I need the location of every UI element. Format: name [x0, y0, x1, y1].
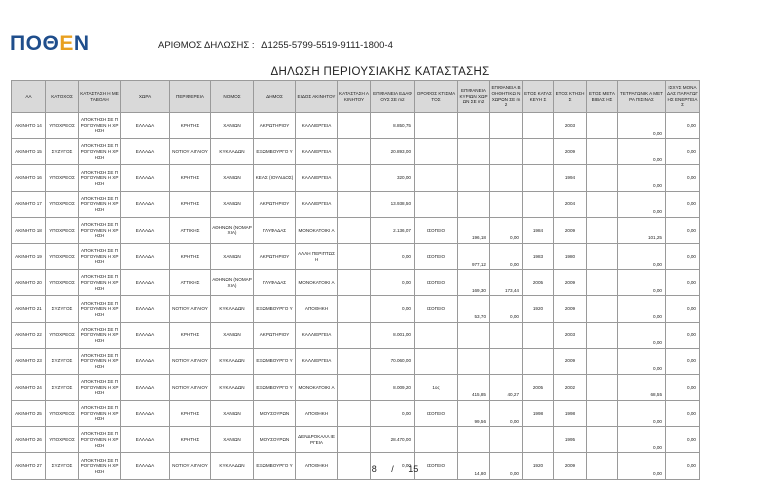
- table-cell: ΕΛΛΑΔΑ: [121, 348, 170, 374]
- column-header: ΔΗΜΟΣ: [254, 81, 296, 113]
- table-cell: ΚΡΗΤΗΣ: [170, 165, 211, 191]
- table-cell: 2003: [554, 113, 587, 139]
- table-cell: ΚΥΚΛΑΔΩΝ: [211, 296, 254, 322]
- table-cell: [338, 348, 371, 374]
- table-cell: ΑΤΤΙΚΗΣ: [170, 217, 211, 243]
- table-cell: 0,00: [618, 113, 666, 139]
- logo-tail: Ν: [73, 32, 90, 55]
- table-cell: 977,12: [458, 243, 490, 269]
- table-cell: [490, 165, 523, 191]
- table-cell: 1984: [523, 217, 554, 243]
- table-cell: 0,00: [666, 322, 700, 348]
- table-cell: 99,56: [458, 401, 490, 427]
- table-cell: ΑΚΙΝΗΤΟ 20: [12, 270, 46, 296]
- table-cell: 0,00: [618, 165, 666, 191]
- table-cell: 0,00: [666, 191, 700, 217]
- table-cell: ΕΛΛΑΔΑ: [121, 322, 170, 348]
- table-cell: 415,85: [458, 374, 490, 400]
- table-cell: ΑΠΟΘΗΚΗ: [296, 296, 338, 322]
- table-cell: ΧΑΝΙΩΝ: [211, 322, 254, 348]
- table-cell: [523, 348, 554, 374]
- table-cell: 0,00: [666, 243, 700, 269]
- table-cell: [523, 427, 554, 453]
- column-header: ΚΑΤΑΣΤΑΣΗ Η ΜΕΤΑΒΟΛΗ: [79, 81, 121, 113]
- table-cell: ΑΠΟΚΤΗΣΗ ΣΕ ΠΡΟΓΟΥΜΕΝ Η ΧΡΗΣΗ: [79, 270, 121, 296]
- table-cell: ΑΚΡΩΤΗΡΙΟΥ: [254, 113, 296, 139]
- table-cell: [338, 217, 371, 243]
- table-cell: ΜΟΝΟΚΑΤΟΙΚΙ Α: [296, 270, 338, 296]
- table-cell: 1920: [523, 453, 554, 479]
- table-cell: ΜΟΥΣΟΥΡΩΝ: [254, 427, 296, 453]
- table-cell: ΔΕΝΔΡΟΚΑΛΛ ΙΕΡΓΕΙΑ: [296, 427, 338, 453]
- table-cell: [338, 139, 371, 165]
- table-cell: ΑΠΟΚΤΗΣΗ ΣΕ ΠΡΟΓΟΥΜΕΝ Η ΧΡΗΣΗ: [79, 348, 121, 374]
- table-cell: ΑΚΡΩΤΗΡΙΟΥ: [254, 191, 296, 217]
- table-cell: 2009: [554, 453, 587, 479]
- table-cell: ΝΟΤΙΟΥ ΑΙΓΑΙΟΥ: [170, 374, 211, 400]
- table-row: [12, 191, 700, 217]
- table-cell: ΑΚΙΝΗΤΟ 21: [12, 296, 46, 322]
- table-cell: 0,00: [371, 401, 415, 427]
- table-cell: [587, 322, 618, 348]
- table-cell: ΕΛΛΑΔΑ: [121, 165, 170, 191]
- table-cell: ΑΠΟΚΤΗΣΗ ΣΕ ΠΡΟΓΟΥΜΕΝ Η ΧΡΗΣΗ: [79, 113, 121, 139]
- table-cell: 0,00: [371, 453, 415, 479]
- table-cell: 0,00: [618, 401, 666, 427]
- table-cell: [458, 139, 490, 165]
- table-cell: [415, 139, 458, 165]
- column-header: ΤΕΤΡΑΓΩΝΙΚ Α ΜΕΤΡΑ ΠΙΣΙΝΑΣ: [618, 81, 666, 113]
- table-cell: 0,00: [618, 453, 666, 479]
- table-cell: 0,00: [618, 296, 666, 322]
- table-cell: [458, 348, 490, 374]
- table-cell: 1983: [523, 243, 554, 269]
- table-cell: 1ος: [415, 374, 458, 400]
- table-cell: ΓΛΥΦΑΔΑΣ: [254, 217, 296, 243]
- table-cell: 2004: [554, 191, 587, 217]
- table-cell: ΑΘΗΝΩΝ (ΝΟΜΑΡΧΙΑ): [211, 270, 254, 296]
- table-cell: ΑΠΟΚΤΗΣΗ ΣΕ ΠΡΟΓΟΥΜΕΝ Η ΧΡΗΣΗ: [79, 401, 121, 427]
- table-cell: ΧΑΝΙΩΝ: [211, 243, 254, 269]
- table-cell: 0,00: [666, 427, 700, 453]
- table-cell: ΧΑΝΙΩΝ: [211, 401, 254, 427]
- table-cell: [587, 270, 618, 296]
- table-cell: ΧΑΝΙΩΝ: [211, 191, 254, 217]
- table-cell: ΚΥΚΛΑΔΩΝ: [211, 453, 254, 479]
- table-cell: 0,00: [666, 453, 700, 479]
- column-header: ΕΠΙΦΑΝΕΙΑ ΕΔΑΦΟΥΣ ΣΕ m2: [371, 81, 415, 113]
- table-cell: ΕΞΩΜΒΟΥΡΓΟ Υ: [254, 453, 296, 479]
- table-cell: 0,00: [666, 348, 700, 374]
- table-cell: 2009: [554, 270, 587, 296]
- column-header: ΕΤΟΣ ΚΑΤΑΣΚΕΥΗ Σ: [523, 81, 554, 113]
- table-cell: [523, 139, 554, 165]
- column-header: ΕΤΟΣ ΜΕΤΑΒΙΒΑΣ ΗΣ: [587, 81, 618, 113]
- table-cell: [415, 322, 458, 348]
- table-cell: ΑΚΙΝΗΤΟ 24: [12, 374, 46, 400]
- table-cell: ΙΣΟΓΕΙΟ: [415, 453, 458, 479]
- table-cell: [587, 113, 618, 139]
- table-cell: 1998: [523, 401, 554, 427]
- table-cell: ΑΠΟΚΤΗΣΗ ΣΕ ΠΡΟΓΟΥΜΕΝ Η ΧΡΗΣΗ: [79, 165, 121, 191]
- column-header: ΝΟΜΟΣ: [211, 81, 254, 113]
- table-row: [12, 270, 700, 296]
- column-header: ΑΑ: [12, 81, 46, 113]
- table-cell: 1994: [554, 165, 587, 191]
- table-cell: 2002: [554, 374, 587, 400]
- declaration-number-label: ΑΡΙΘΜΟΣ ΔΗΛΩΣΗΣ :: [158, 40, 255, 51]
- table-cell: ΑΠΟΘΗΚΗ: [296, 453, 338, 479]
- table-cell: ΑΚΙΝΗΤΟ 15: [12, 139, 46, 165]
- page-total: 15: [408, 464, 419, 474]
- table-cell: ΕΛΛΑΔΑ: [121, 401, 170, 427]
- table-cell: 2005: [523, 374, 554, 400]
- column-header: ΙΣΧΥΣ ΜΟΝΑΔΑΣ ΠΑΡΑΓΩΓΗΣ ΕΝΕΡΓΕΙΑΣ: [666, 81, 700, 113]
- column-header: ΧΩΡΑ: [121, 81, 170, 113]
- table-cell: ΥΠΟΧΡΕΟΣ: [46, 270, 79, 296]
- table-cell: ΚΥΚΛΑΔΩΝ: [211, 139, 254, 165]
- table-cell: 1995: [554, 427, 587, 453]
- table-cell: ΑΘΗΝΩΝ (ΝΟΜΑΡΧΙΑ): [211, 217, 254, 243]
- table-cell: ΑΚΙΝΗΤΟ 19: [12, 243, 46, 269]
- table-cell: ΣΥΖΥΓΟΣ: [46, 348, 79, 374]
- table-row: [12, 348, 700, 374]
- table-cell: ΚΑΛΛΙΕΡΓΕΙΑ: [296, 139, 338, 165]
- table-cell: 20.893,00: [371, 139, 415, 165]
- table-cell: 0,00: [618, 191, 666, 217]
- table-cell: 2009: [554, 217, 587, 243]
- table-cell: 0,00: [618, 270, 666, 296]
- table-cell: 0,00: [618, 139, 666, 165]
- table-cell: [415, 191, 458, 217]
- table-cell: [415, 348, 458, 374]
- table-cell: 40,27: [490, 374, 523, 400]
- table-cell: 0,00: [666, 165, 700, 191]
- table-cell: 0,00: [666, 113, 700, 139]
- column-header: ΕΤΟΣ ΚΤΗΣΗΣ: [554, 81, 587, 113]
- table-cell: ΧΑΝΙΩΝ: [211, 165, 254, 191]
- table-row: [12, 322, 700, 348]
- table-cell: ΓΛΥΦΑΔΑΣ: [254, 270, 296, 296]
- table-cell: ΕΞΩΜΒΟΥΡΓΟ Υ: [254, 348, 296, 374]
- table-cell: ΑΚΡΩΤΗΡΙΟΥ: [254, 322, 296, 348]
- table-cell: ΚΑΛΛΙΕΡΓΕΙΑ: [296, 191, 338, 217]
- table-cell: [523, 322, 554, 348]
- table-cell: 2005: [523, 270, 554, 296]
- table-row: [12, 243, 700, 269]
- declaration-number-line: [158, 40, 393, 51]
- table-cell: [523, 191, 554, 217]
- table-row: [12, 427, 700, 453]
- table-cell: ΚΕΑΣ (ΙΟΥΛΙΔΟΣ): [254, 165, 296, 191]
- logo-main: ΠΟΘ: [10, 32, 60, 55]
- table-cell: ΑΚΙΝΗΤΟ 23: [12, 348, 46, 374]
- table-cell: [338, 243, 371, 269]
- table-cell: 2009: [554, 348, 587, 374]
- table-cell: ΚΡΗΤΗΣ: [170, 243, 211, 269]
- table-cell: ΕΛΛΑΔΑ: [121, 427, 170, 453]
- column-header: ΕΠΙΦΑΝΕΙΑ ΚΥΡΙΩΝ ΧΩΡΩΝ ΣΕ m2: [458, 81, 490, 113]
- table-cell: ΕΛΛΑΔΑ: [121, 453, 170, 479]
- table-cell: [415, 165, 458, 191]
- column-header: ΚΑΤΟΧΟΣ: [46, 81, 79, 113]
- table-cell: [338, 113, 371, 139]
- table-cell: ΥΠΟΧΡΕΟΣ: [46, 322, 79, 348]
- table-cell: 8.009,20: [371, 374, 415, 400]
- table-cell: 0,00: [666, 139, 700, 165]
- table-cell: ΝΟΤΙΟΥ ΑΙΓΑΙΟΥ: [170, 453, 211, 479]
- table-cell: [587, 348, 618, 374]
- logo-accent: Ε: [59, 32, 74, 55]
- table-cell: [587, 243, 618, 269]
- table-cell: ΜΟΥΣΟΥΡΩΝ: [254, 401, 296, 427]
- table-cell: ΑΠΟΚΤΗΣΗ ΣΕ ΠΡΟΓΟΥΜΕΝ Η ΧΡΗΣΗ: [79, 374, 121, 400]
- table-cell: ΙΣΟΓΕΙΟ: [415, 243, 458, 269]
- table-cell: [587, 217, 618, 243]
- table-cell: ΜΟΝΟΚΑΤΟΙΚΙ Α: [296, 217, 338, 243]
- table-cell: ΕΞΩΜΒΟΥΡΓΟ Υ: [254, 296, 296, 322]
- page-current: 8: [371, 464, 377, 474]
- table-cell: [338, 191, 371, 217]
- table-cell: 0,00: [666, 296, 700, 322]
- table-cell: ΥΠΟΧΡΕΟΣ: [46, 113, 79, 139]
- table-cell: ΚΑΛΛΙΕΡΓΕΙΑ: [296, 113, 338, 139]
- table-cell: ΑΚΙΝΗΤΟ 14: [12, 113, 46, 139]
- table-cell: ΑΛΛΗ ΠΕΡΙΠΤΩΣΗ: [296, 243, 338, 269]
- table-row: [12, 217, 700, 243]
- table-cell: 0,00: [618, 427, 666, 453]
- table-cell: [458, 191, 490, 217]
- table-cell: 0,00: [490, 296, 523, 322]
- table-cell: ΣΥΖΥΓΟΣ: [46, 374, 79, 400]
- table-cell: ΥΠΟΧΡΕΟΣ: [46, 191, 79, 217]
- table-cell: ΕΛΛΑΔΑ: [121, 296, 170, 322]
- column-header: ΕΠΙΦΑΝΕΙΑ ΒΟΗΘΗΤΙΚΩ Ν ΧΩΡΩΝ ΣΕ m2: [490, 81, 523, 113]
- table-row: [12, 401, 700, 427]
- table-cell: 0,00: [666, 374, 700, 400]
- table-cell: 0,00: [371, 243, 415, 269]
- table-cell: 2009: [554, 139, 587, 165]
- table-cell: ΚΥΚΛΑΔΩΝ: [211, 374, 254, 400]
- table-cell: [338, 296, 371, 322]
- table-cell: 0,00: [666, 217, 700, 243]
- table-cell: 196,18: [458, 217, 490, 243]
- column-header: ΕΙΔΟΣ ΑΚΙΝΗΤΟΥ: [296, 81, 338, 113]
- table-cell: ΚΡΗΤΗΣ: [170, 113, 211, 139]
- table-cell: ΙΣΟΓΕΙΟ: [415, 270, 458, 296]
- table-cell: ΕΛΛΑΔΑ: [121, 191, 170, 217]
- table-cell: [490, 113, 523, 139]
- table-row: [12, 165, 700, 191]
- table-cell: ΕΛΛΑΔΑ: [121, 217, 170, 243]
- table-cell: ΑΚΙΝΗΤΟ 22: [12, 322, 46, 348]
- table-cell: ΑΚΙΝΗΤΟ 25: [12, 401, 46, 427]
- table-cell: ΑΠΟΚΤΗΣΗ ΣΕ ΠΡΟΓΟΥΜΕΝ Η ΧΡΗΣΗ: [79, 453, 121, 479]
- table-cell: ΑΠΟΚΤΗΣΗ ΣΕ ΠΡΟΓΟΥΜΕΝ Η ΧΡΗΣΗ: [79, 322, 121, 348]
- table-cell: 0,00: [371, 270, 415, 296]
- table-cell: 0,00: [618, 243, 666, 269]
- table-cell: ΝΟΤΙΟΥ ΑΙΓΑΙΟΥ: [170, 348, 211, 374]
- declaration-number-value: Δ1255-5799-5519-9111-1800-4: [261, 40, 393, 51]
- table-cell: 0,00: [666, 401, 700, 427]
- table-cell: [490, 427, 523, 453]
- table-cell: 8.850,75: [371, 113, 415, 139]
- table-cell: ΚΡΗΤΗΣ: [170, 401, 211, 427]
- table-cell: ΚΡΗΤΗΣ: [170, 427, 211, 453]
- table-cell: ΑΚΙΝΗΤΟ 17: [12, 191, 46, 217]
- table-cell: 1920: [523, 296, 554, 322]
- table-cell: ΕΛΛΑΔΑ: [121, 374, 170, 400]
- column-header: ΚΑΤΑΣΤΑΣΗ ΑΚΙΝΗΤΟΥ: [338, 81, 371, 113]
- table-cell: ΑΠΟΚΤΗΣΗ ΣΕ ΠΡΟΓΟΥΜΕΝ Η ΧΡΗΣΗ: [79, 243, 121, 269]
- table-cell: ΑΠΟΚΤΗΣΗ ΣΕ ΠΡΟΓΟΥΜΕΝ Η ΧΡΗΣΗ: [79, 191, 121, 217]
- table-cell: ΕΛΛΑΔΑ: [121, 139, 170, 165]
- table-cell: [587, 191, 618, 217]
- table-cell: 2003: [554, 322, 587, 348]
- table-cell: [415, 427, 458, 453]
- table-row: [12, 374, 700, 400]
- table-cell: [490, 191, 523, 217]
- table-cell: ΕΛΛΑΔΑ: [121, 113, 170, 139]
- table-cell: 0,00: [371, 296, 415, 322]
- table-cell: ΑΚΙΝΗΤΟ 16: [12, 165, 46, 191]
- pothen-logo: [10, 32, 90, 56]
- table-cell: ΙΣΟΓΕΙΟ: [415, 296, 458, 322]
- table-cell: [523, 165, 554, 191]
- page-separator: /: [391, 464, 394, 474]
- table-cell: ΙΣΟΓΕΙΟ: [415, 401, 458, 427]
- table-cell: ΕΛΛΑΔΑ: [121, 270, 170, 296]
- table-cell: [338, 374, 371, 400]
- table-cell: ΥΠΟΧΡΕΟΣ: [46, 243, 79, 269]
- table-cell: [338, 322, 371, 348]
- table-cell: 1980: [554, 243, 587, 269]
- column-header: ΟΡΟΦΟΣ ΚΤΙΣΜΑΤΟΣ: [415, 81, 458, 113]
- table-cell: 0,00: [666, 270, 700, 296]
- table-cell: [587, 296, 618, 322]
- table-cell: [458, 113, 490, 139]
- table-cell: ΥΠΟΧΡΕΟΣ: [46, 401, 79, 427]
- table-cell: ΥΠΟΧΡΕΟΣ: [46, 217, 79, 243]
- property-table: [11, 80, 700, 480]
- table-cell: [458, 322, 490, 348]
- table-cell: ΜΟΝΟΚΑΤΟΙΚΙ Α: [296, 374, 338, 400]
- table-cell: ΥΠΟΧΡΕΟΣ: [46, 165, 79, 191]
- table-cell: [338, 401, 371, 427]
- table-row: [12, 139, 700, 165]
- table-cell: 0,00: [618, 348, 666, 374]
- table-cell: 53,70: [458, 296, 490, 322]
- table-cell: ΚΡΗΤΗΣ: [170, 322, 211, 348]
- table-cell: ΑΚΡΩΤΗΡΙΟΥ: [254, 243, 296, 269]
- table-cell: [338, 427, 371, 453]
- table-cell: [338, 270, 371, 296]
- table-cell: 2009: [554, 296, 587, 322]
- table-cell: ΣΥΖΥΓΟΣ: [46, 139, 79, 165]
- table-cell: ΑΠΟΚΤΗΣΗ ΣΕ ΠΡΟΓΟΥΜΕΝ Η ΧΡΗΣΗ: [79, 427, 121, 453]
- table-cell: 0,00: [618, 322, 666, 348]
- table-cell: ΕΞΩΜΒΟΥΡΓΟ Υ: [254, 139, 296, 165]
- table-cell: 173,44: [490, 270, 523, 296]
- table-cell: [458, 427, 490, 453]
- table-cell: 0,00: [490, 453, 523, 479]
- table-cell: [458, 165, 490, 191]
- table-cell: 0,00: [490, 217, 523, 243]
- table-cell: ΝΟΤΙΟΥ ΑΙΓΑΙΟΥ: [170, 296, 211, 322]
- table-cell: 169,30: [458, 270, 490, 296]
- table-cell: ΑΚΙΝΗΤΟ 26: [12, 427, 46, 453]
- table-cell: [523, 113, 554, 139]
- table-cell: [587, 374, 618, 400]
- table-cell: 0,00: [490, 243, 523, 269]
- table-cell: ΧΑΝΙΩΝ: [211, 427, 254, 453]
- table-cell: ΣΥΖΥΓΟΣ: [46, 453, 79, 479]
- table-row: [12, 296, 700, 322]
- table-cell: ΝΟΤΙΟΥ ΑΙΓΑΙΟΥ: [170, 139, 211, 165]
- table-cell: ΑΠΟΘΗΚΗ: [296, 401, 338, 427]
- table-cell: [490, 139, 523, 165]
- table-cell: [490, 322, 523, 348]
- table-cell: 2.136,07: [371, 217, 415, 243]
- table-cell: [587, 427, 618, 453]
- table-cell: 68,55: [618, 374, 666, 400]
- table-cell: 1998: [554, 401, 587, 427]
- table-body: [12, 113, 700, 480]
- table-cell: ΕΛΛΑΔΑ: [121, 243, 170, 269]
- table-cell: [490, 348, 523, 374]
- table-cell: ΑΠΟΚΤΗΣΗ ΣΕ ΠΡΟΓΟΥΜΕΝ Η ΧΡΗΣΗ: [79, 217, 121, 243]
- table-cell: 28.470,00: [371, 427, 415, 453]
- table-cell: 101,25: [618, 217, 666, 243]
- table-cell: ΚΑΛΛΙΕΡΓΕΙΑ: [296, 165, 338, 191]
- table-cell: ΑΠΟΚΤΗΣΗ ΣΕ ΠΡΟΓΟΥΜΕΝ Η ΧΡΗΣΗ: [79, 139, 121, 165]
- table-cell: ΚΥΚΛΑΔΩΝ: [211, 348, 254, 374]
- table-cell: ΕΞΩΜΒΟΥΡΓΟ Υ: [254, 374, 296, 400]
- table-cell: [587, 165, 618, 191]
- table-cell: ΑΤΤΙΚΗΣ: [170, 270, 211, 296]
- table-cell: 70.060,00: [371, 348, 415, 374]
- table-cell: ΚΑΛΛΙΕΡΓΕΙΑ: [296, 348, 338, 374]
- table-cell: [587, 401, 618, 427]
- table-cell: 320,00: [371, 165, 415, 191]
- table-cell: [587, 139, 618, 165]
- table-cell: ΙΣΟΓΕΙΟ: [415, 217, 458, 243]
- table-cell: [338, 165, 371, 191]
- table-cell: ΧΑΝΙΩΝ: [211, 113, 254, 139]
- table-cell: 13.938,50: [371, 191, 415, 217]
- property-table-container: [11, 80, 699, 480]
- table-header-row: [12, 81, 700, 113]
- table-cell: 0,00: [490, 401, 523, 427]
- table-cell: [415, 113, 458, 139]
- table-cell: ΣΥΖΥΓΟΣ: [46, 296, 79, 322]
- table-row: [12, 113, 700, 139]
- table-cell: 8.001,00: [371, 322, 415, 348]
- table-cell: ΑΚΙΝΗΤΟ 18: [12, 217, 46, 243]
- table-cell: ΑΠΟΚΤΗΣΗ ΣΕ ΠΡΟΓΟΥΜΕΝ Η ΧΡΗΣΗ: [79, 296, 121, 322]
- page-indicator: [0, 464, 760, 474]
- table-cell: 14,80: [458, 453, 490, 479]
- table-cell: ΑΚΙΝΗΤΟ 27: [12, 453, 46, 479]
- column-header: ΠΕΡΙΦΕΡΕΙΑ: [170, 81, 211, 113]
- table-cell: ΚΡΗΤΗΣ: [170, 191, 211, 217]
- table-cell: ΥΠΟΧΡΕΟΣ: [46, 427, 79, 453]
- document-title: ΔΗΛΩΣΗ ΠΕΡΙΟΥΣΙΑΚΗΣ ΚΑΤΑΣΤΑΣΗΣ: [270, 66, 490, 78]
- table-cell: ΚΑΛΛΙΕΡΓΕΙΑ: [296, 322, 338, 348]
